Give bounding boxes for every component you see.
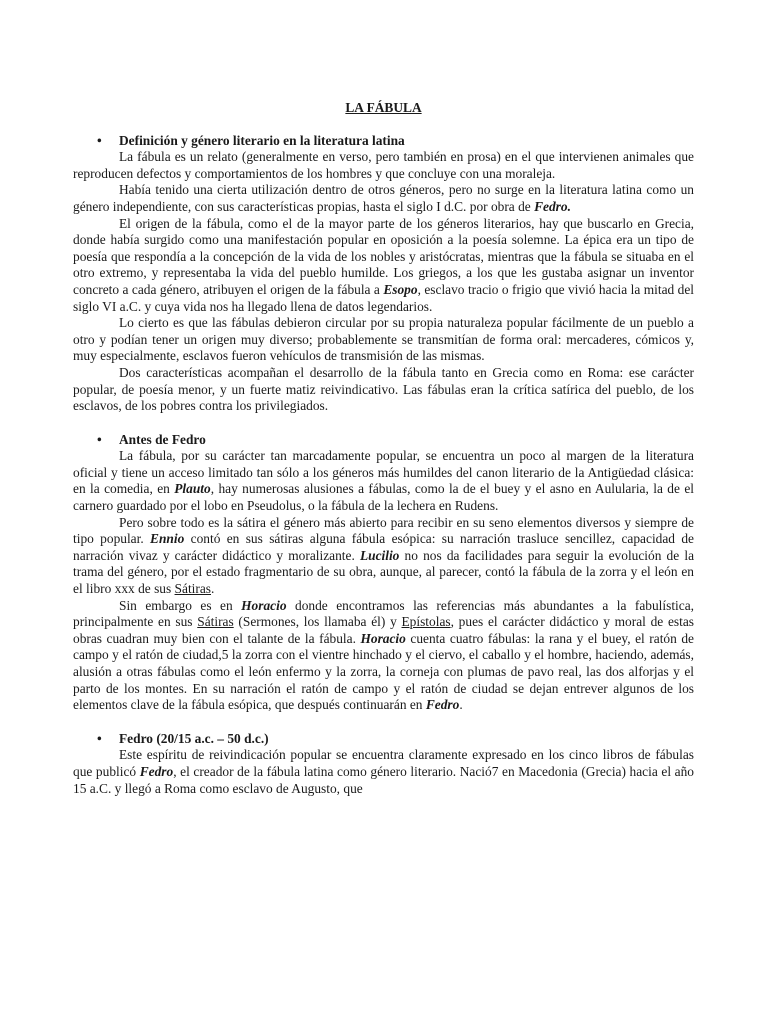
- paragraph-text: La fábula, por su carácter tan marcadamente popular, se encuentra un poco al margen de la literatura oficial y tiene un acceso limitado tan sólo a los géneros más humildes del canon literario de la Antigüedad clásica: en la comedia, en: [73, 448, 694, 497]
- work-title: Epístolas: [401, 614, 451, 630]
- paragraph: [73, 365, 694, 415]
- paragraph: [73, 182, 694, 215]
- paragraph-text: no nos da facilidades para seguir la evolución de la trama del género, por el estado fragmentario de su obra, aunque, al parecer, contó la fábula de la zorra y el león en el libro xxx de sus: [73, 547, 695, 597]
- paragraph-text: Este espíritu de reivindicación popular se encuentra claramente expresado en los cinco libros de fábulas que publicó: [73, 747, 694, 779]
- section-heading-definicion: [73, 133, 694, 150]
- section-heading-text: Antes de Fedro: [119, 431, 206, 447]
- paragraph-text: Había tenido una cierta utilización dentro de otros géneros, pero no surge en la literatura latina como un género independiente, con sus características propias, hasta el siglo I d.C. por obra de: [73, 182, 694, 214]
- paragraph: [73, 598, 694, 714]
- document-title: LA FÁBULA: [345, 100, 422, 115]
- author-name: Fedro: [139, 763, 174, 779]
- paragraph-text: .: [211, 581, 215, 597]
- paragraph: [73, 315, 694, 365]
- bullet-icon: •: [97, 730, 102, 746]
- section-spacer: [73, 415, 694, 432]
- section-heading-fedro: [73, 731, 694, 748]
- document-page: [73, 100, 694, 797]
- paragraph: [73, 515, 694, 598]
- author-name: Ennio: [150, 531, 185, 547]
- section-spacer: [73, 714, 694, 731]
- author-name: Horacio: [241, 597, 287, 613]
- paragraph-text: , esclavo tracio o frigio que vivió hacia la mitad del siglo VI a.C. y cuya vida nos ha llegado llena de datos legendarios.: [73, 281, 695, 314]
- paragraph-text: cuenta cuatro fábulas: la rana y el buey, el ratón de campo y el ratón de ciudad,5 la zorra con el vientre hinchado y el ciervo, el caballo y el hombre, haciendo, además, alusión a otras fábulas como el león enfermo y la zorra, la corneja con plumas de pavo real, las dos alforjas y el parto de los montes. En su narración el ratón de campo y el ratón de ciudad se dejan entrever algunos de los elementos clave de la fábula esópica, que después continuarán en: [73, 630, 695, 713]
- author-name: Fedro: [425, 697, 460, 713]
- paragraph: [73, 448, 694, 514]
- paragraph-text: .: [459, 697, 463, 713]
- paragraph: [73, 149, 694, 182]
- paragraph-text: El origen de la fábula, como el de la mayor parte de los géneros literarios, hay que buscarlo en Grecia, donde había surgido como una manifestación popular en oposición a la poesía solemne. La épica era un tipo de poesía que respondía a la concepción de la vida de los nobles y aristócratas, mientras que la fábula se situaba en el otro extremo, y representaba la vida del pueblo humilde. Los griegos, a los que les gustaba asignar un inventor concreto a cada género, atribuyen el origen de la fábula a: [73, 215, 694, 297]
- author-name: Fedro.: [534, 198, 571, 214]
- author-name: Lucilio: [359, 547, 400, 563]
- work-title: Sátiras: [174, 581, 211, 597]
- paragraph-text: contó en sus sátiras alguna fábula esópica: su narración trasluce sencillez, capacidad de narración vivaz y carácter didáctico y moralizante.: [73, 531, 694, 563]
- paragraph: [73, 747, 694, 797]
- author-name: Horacio: [360, 630, 406, 646]
- section-heading-antes-de-fedro: [73, 432, 694, 449]
- bullet-icon: •: [97, 132, 102, 148]
- paragraph-text: , pues el carácter didáctico y moral de estas obras cuadran muy bien con el talante de la fábula.: [73, 614, 694, 646]
- paragraph-text: Sin embargo es en: [119, 597, 242, 613]
- paragraph-text: Pero sobre todo es la sátira el género más abierto para recibir en su seno elementos diversos y siempre de tipo popular.: [73, 514, 694, 547]
- author-name: Plauto: [174, 481, 211, 497]
- paragraph-text: Lo cierto es que las fábulas debieron circular por su propia naturaleza popular fácilmente de un pueblo a otro y podían tener un origen muy diverso; probablemente se transmitían de forma oral: mercaderes, cómicos y, muy especialmente, esclavos fueron vehículos de transmisión de las mismas.: [73, 315, 694, 364]
- paragraph-text: La fábula es un relato (generalmente en verso, pero también en prosa) en el que intervienen animales que reproducen defectos y comportamientos de los hombres y que concluye con una moraleja.: [73, 149, 694, 181]
- paragraph-text: donde encontramos las referencias más abundantes a la fabulística, principalmente en sus: [73, 597, 695, 630]
- paragraph: [73, 216, 694, 316]
- author-name: Esopo: [383, 281, 418, 297]
- work-title: Sátiras: [197, 614, 234, 630]
- paragraph-text: , hay numerosas alusiones a fábulas, como la de el buey y el asno en Aulularia, la de el carnero guardado por el lobo en Pseudolus, o la fábula de la lechera en Rudens.: [73, 481, 694, 514]
- paragraph-text: , el creador de la fábula latina como género literario. Nació7 en Macedonia (Grecia) hacia el año 15 a.C. y llegó a Roma como esclavo de Augusto, que: [73, 763, 694, 796]
- section-heading-text: Fedro (20/15 a.c. – 50 d.c.): [119, 730, 269, 746]
- bullet-icon: •: [97, 431, 102, 447]
- section-heading-text: Definición y género literario en la literatura latina: [119, 132, 405, 148]
- paragraph-text: (Sermones, los llamaba él) y: [233, 614, 402, 630]
- paragraph-text: Dos características acompañan el desarrollo de la fábula tanto en Grecia como en Roma: ese carácter popular, de poesía menor, y un fuerte matiz reivindicativo. Las fábulas eran la crítica satírica del pueblo, de los esclavos, de los pobres contra los privilegiados.: [73, 364, 694, 414]
